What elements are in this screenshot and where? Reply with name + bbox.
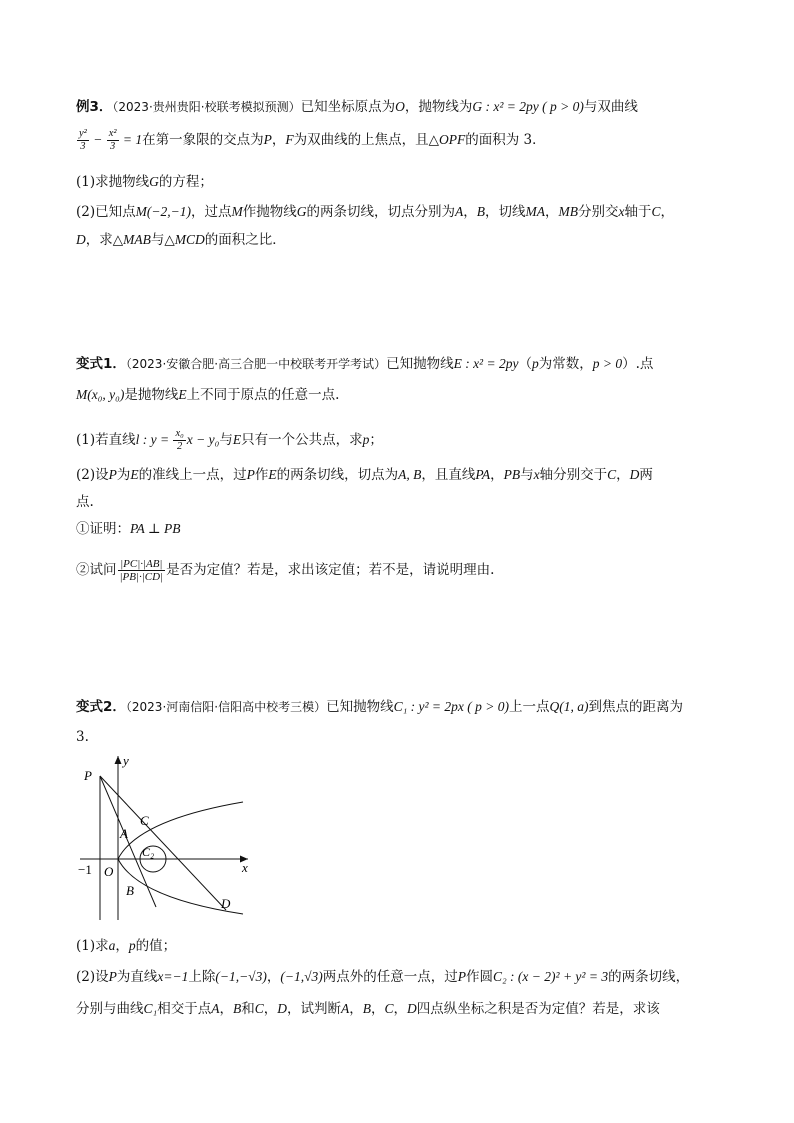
example-3-question-1 [76, 173, 213, 191]
math: Q(1, a) [549, 699, 589, 714]
text: 的值； [135, 938, 177, 954]
fraction [173, 428, 185, 453]
math: B [362, 1001, 371, 1016]
text: 的面积之比． [204, 232, 286, 248]
text: 的面积为 3． [465, 132, 546, 148]
math: P [108, 969, 117, 984]
math: M(−2,−1) [135, 204, 191, 219]
text: 的两条切线，切点为 [276, 467, 399, 483]
text: ，且直线 [421, 467, 476, 483]
math: (−1,−√3) [215, 969, 267, 984]
label-x: x [242, 860, 248, 875]
text: (2)设 [76, 467, 109, 483]
text: ，切线 [484, 204, 526, 220]
math: E [130, 467, 139, 482]
text: ，抛物线为 [404, 99, 473, 115]
text: 与 [520, 467, 534, 483]
text: 已知抛物线 [326, 699, 394, 715]
math: P [457, 969, 466, 984]
example-3-line-1 [76, 98, 638, 116]
text: 的两条切线，切点分别为 [306, 204, 455, 220]
frac-den: 3 [109, 141, 116, 152]
text: 分别交 [577, 204, 619, 220]
text: ，求 [85, 232, 113, 248]
math: E [268, 467, 277, 482]
math: a [108, 938, 116, 953]
math: G [296, 204, 307, 219]
text: 上不同于原点的任意一点. [186, 387, 340, 403]
math: D [629, 467, 640, 482]
variant-1-line-2 [76, 386, 339, 404]
math: x [618, 204, 625, 219]
label-neg1: −1 [78, 862, 92, 877]
text: 两 [639, 467, 653, 483]
math: M [231, 204, 243, 219]
frac-den: 3 [80, 141, 86, 152]
math: C [607, 467, 617, 482]
text: 作 [254, 467, 269, 483]
text: 和 [241, 1001, 255, 1017]
text: ， [115, 938, 129, 954]
text: 轴于 [624, 204, 652, 220]
math: = 1 [119, 132, 143, 147]
math: G : x² = 2py ( p > 0) [472, 99, 584, 114]
math: E [178, 387, 187, 402]
text: ， [266, 969, 281, 985]
text: ， [393, 1001, 407, 1017]
math: F [285, 132, 294, 147]
text: ， [370, 1001, 385, 1017]
text: 到焦点的距离为 [588, 699, 684, 715]
variant-2-question-2-cont [76, 1000, 660, 1018]
math: C₂ : (x − 2)² + y² = 3 [492, 969, 609, 984]
variant-1-question-2-cont [76, 493, 94, 511]
math: D [76, 232, 86, 247]
math: p [531, 356, 539, 371]
text: 作圆 [465, 969, 493, 985]
math: p [362, 432, 370, 447]
text: (2)已知点 [76, 204, 136, 220]
text: ）.点 [622, 356, 654, 372]
text: 的方程； [158, 174, 213, 190]
text: 四点纵坐标之积是否为定值？若是，求该 [416, 1001, 660, 1017]
math: p > 0 [592, 356, 623, 371]
math: l : y = [135, 432, 173, 447]
text: 是抛物线 [124, 387, 179, 403]
text: 分别与曲线 [76, 1001, 144, 1017]
math: E [232, 432, 242, 447]
text: 为双曲线的上焦点，且 [293, 132, 429, 148]
fraction [107, 128, 119, 153]
text: 为 [116, 467, 131, 483]
example-3-question-2-cont [76, 231, 286, 249]
math: C [651, 204, 661, 219]
math: G [149, 174, 159, 189]
text: ， [349, 1001, 363, 1017]
math: A [340, 1001, 350, 1016]
label-o: O [104, 864, 114, 879]
text: ，过点 [190, 204, 232, 220]
text: 与 [219, 432, 233, 448]
math: O [395, 99, 405, 114]
math: (−1,√3) [280, 969, 323, 984]
math: A [211, 1001, 220, 1016]
label-b: B [126, 883, 134, 898]
frac-num: x² [108, 128, 117, 139]
text: (2)设 [76, 969, 109, 985]
example-3-question-2 [76, 203, 674, 221]
math: △MCD [164, 232, 205, 247]
math: M(x₀, y₀) [76, 387, 125, 402]
text: ， [544, 204, 559, 220]
text: 上除 [188, 969, 216, 985]
label-d: D [221, 896, 231, 911]
source-note: （2023·河南信阳·信阳高中校考三模） [125, 700, 327, 714]
text: 只有一个公共点，求 [241, 432, 363, 448]
math: x=−1 [157, 969, 189, 984]
math: C [254, 1001, 264, 1016]
label-c2: C₂ [142, 845, 155, 859]
text: ， [219, 1001, 233, 1017]
label-p: P [84, 768, 92, 783]
text: 点. [76, 494, 94, 510]
text: 与双曲线 [583, 99, 638, 115]
math: A [454, 204, 464, 219]
text: 与 [150, 232, 165, 248]
text: ②试问 [76, 562, 117, 578]
variant-1-part-2 [76, 558, 494, 583]
text: ， [271, 132, 286, 148]
text: 两点外的任意一点，过 [322, 969, 458, 985]
text: ， [616, 467, 630, 483]
math: P [246, 467, 255, 482]
text: 作抛物线 [242, 204, 297, 220]
text: 相交于点 [157, 1001, 212, 1017]
text: 已知坐标原点为 [300, 99, 396, 115]
math: x [533, 467, 540, 482]
text: 为直线 [116, 969, 158, 985]
math: MA [525, 204, 545, 219]
math: D [406, 1001, 417, 1016]
source-note: （2023·贵州贵阳·校联考模拟预测） [112, 100, 301, 114]
text: 的准线上一点，过 [138, 467, 247, 483]
source-note: （2023·安徽合肥·高三合肥一中校联考开学考试） [125, 357, 387, 371]
text: (1)若直线 [76, 432, 136, 448]
variant-label: 变式2． [76, 699, 126, 715]
label-a: A [120, 826, 128, 841]
y-axis-arrow [115, 756, 122, 764]
text: 为常数， [538, 356, 593, 372]
math: PA [475, 467, 491, 482]
math: E : x² = 2py [453, 356, 519, 371]
math: C [384, 1001, 394, 1016]
variant-1-line-1 [76, 355, 653, 373]
label-y: y [123, 753, 129, 768]
text: 轴分别交于 [539, 467, 608, 483]
tangent-line-2 [100, 776, 226, 910]
math: D [277, 1001, 287, 1016]
variant-1-part-1 [76, 520, 180, 538]
text: 是否为定值？若是，求出该定值；若不是，请说明理由. [166, 562, 495, 578]
fraction [77, 128, 89, 153]
example-3-line-2 [76, 128, 546, 153]
frac-num: x₀ [175, 428, 184, 439]
text: 在第一象限的交点为 [142, 132, 264, 148]
text: ， [263, 1001, 278, 1017]
text: (1)求抛物线 [76, 174, 150, 190]
math: △MAB [112, 232, 151, 247]
math: B [232, 1001, 242, 1016]
frac-num: y² [79, 128, 87, 139]
text: ①证明： [76, 521, 130, 537]
math: x − y₀ [186, 432, 220, 447]
text: 已知抛物线 [386, 356, 454, 372]
math: PA ⊥ PB [130, 521, 181, 536]
variant-2-line-1 [76, 698, 683, 716]
math: − [89, 132, 106, 147]
math: B [476, 204, 485, 219]
variant-label: 变式1． [76, 356, 126, 372]
math: A, B [398, 467, 422, 482]
text: (1)求 [76, 938, 109, 954]
text: （ [518, 356, 532, 372]
math: P [263, 132, 272, 147]
math: △OPF [428, 132, 466, 147]
math: P [108, 467, 117, 482]
fraction [118, 558, 166, 583]
variant-2-question-1 [76, 937, 176, 955]
label-c: C [140, 813, 149, 828]
math: MB [558, 204, 578, 219]
math: C₁ [143, 1001, 158, 1016]
variant-1-question-2 [76, 466, 653, 484]
frac-den: 2 [177, 441, 183, 452]
variant-1-question-1 [76, 428, 383, 453]
text: 的两条切线， [608, 969, 690, 985]
text: ； [369, 432, 383, 448]
example-label: 例3． [76, 99, 113, 115]
text: 3. [76, 729, 89, 745]
text: ， [660, 204, 674, 220]
text: ， [463, 204, 477, 220]
variant-2-question-2 [76, 968, 689, 986]
frac-den: |PB|·|CD| [119, 571, 164, 583]
text: ，试判断 [286, 1001, 341, 1017]
parabola-figure [78, 752, 258, 922]
frac-num: |PC|·|AB| [118, 558, 166, 571]
text: 上一点 [509, 699, 550, 715]
math: PB [503, 467, 521, 482]
text: ， [490, 467, 504, 483]
math: p [128, 938, 136, 953]
variant-2-line-2 [76, 728, 89, 746]
math: C₁ : y² = 2px ( p > 0) [393, 699, 510, 714]
